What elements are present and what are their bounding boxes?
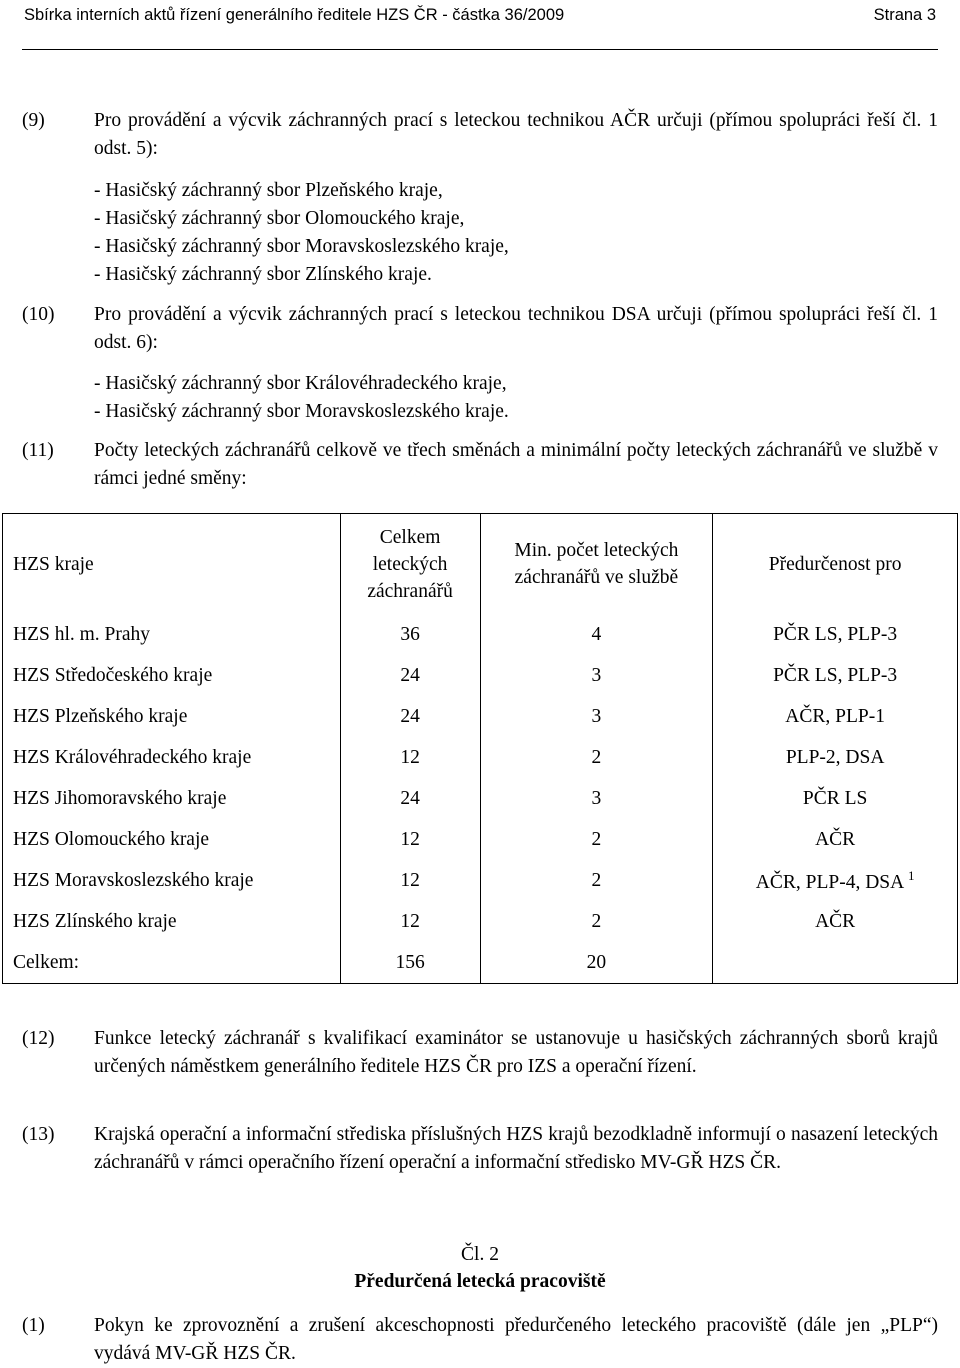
paragraph-10	[22, 301, 938, 357]
cell-min: 4	[480, 614, 713, 655]
list-item: - Hasičský záchranný sbor Zlínského kraje.	[94, 264, 432, 285]
article-number: Čl. 2	[461, 1244, 499, 1265]
cell-assignment: PČR LS, PLP-3	[713, 614, 958, 655]
table-row	[3, 737, 958, 778]
table-row	[3, 819, 958, 860]
cell-region: HZS Jihomoravského kraje	[3, 778, 341, 819]
paragraph-number: (11)	[22, 440, 54, 461]
cell-total: 24	[340, 696, 480, 737]
page-header	[0, 0, 960, 40]
cell-total: 24	[340, 655, 480, 696]
collection-title: Sbírka interních aktů řízení generálního ředitele HZS ČR - částka 36/2009	[24, 6, 565, 24]
cell-min: 3	[480, 778, 713, 819]
cell-assignment: PČR LS, PLP-3	[713, 655, 958, 696]
cell-assignment: PČR LS	[713, 778, 958, 819]
paragraph-text: Pro provádění a výcvik záchranných prací s leteckou technikou AČR určuji (přímou spolupráci řeší čl. 1 odst. 5):	[94, 110, 938, 159]
list-item: - Hasičský záchranný sbor Královéhradeckého kraje,	[94, 373, 507, 394]
paragraph-13	[22, 1121, 938, 1177]
paragraph-number: (9)	[22, 110, 45, 131]
paragraph-12	[22, 1025, 938, 1081]
table-row	[3, 696, 958, 737]
cell-region: HZS Moravskoslezského kraje	[3, 860, 341, 901]
header-cell: Min. počet leteckých záchranářů ve službě	[480, 514, 713, 615]
cell-min: 2	[480, 819, 713, 860]
cell-region: HZS hl. m. Prahy	[3, 614, 341, 655]
list-item: - Hasičský záchranný sbor Moravskoslezského kraje.	[94, 401, 509, 422]
cell-min: 2	[480, 901, 713, 942]
table-row	[3, 860, 958, 901]
cell-assignment: AČR	[713, 819, 958, 860]
cell-assignment: PLP-2, DSA	[713, 737, 958, 778]
footnote-mark: 1	[908, 867, 915, 883]
cell-assignment: AČR, PLP-1	[713, 696, 958, 737]
cell-total: 156	[340, 942, 480, 984]
article-title: Předurčená letecká pracoviště	[354, 1271, 606, 1292]
cell-total: 12	[340, 860, 480, 901]
header-cell: HZS kraje	[3, 514, 341, 615]
cell-min: 2	[480, 737, 713, 778]
paragraph-11	[22, 437, 938, 493]
table-row	[3, 614, 958, 655]
cell-min: 2	[480, 860, 713, 901]
paragraph-9	[22, 107, 938, 163]
list-p9	[94, 177, 509, 289]
list-item: - Hasičský záchranný sbor Olomouckého kraje,	[94, 208, 465, 229]
cell-region: HZS Zlínského kraje	[3, 901, 341, 942]
cell-min: 20	[480, 942, 713, 984]
cell-total: 12	[340, 819, 480, 860]
table-row	[3, 778, 958, 819]
rescuers-table	[2, 513, 958, 984]
cell-region: HZS Plzeňského kraje	[3, 696, 341, 737]
paragraph-number: (1)	[22, 1315, 45, 1336]
cell-total: 36	[340, 614, 480, 655]
cell-total: 12	[340, 737, 480, 778]
list-p10	[94, 370, 509, 426]
cell-assignment: AČR	[713, 901, 958, 942]
paragraph-1	[22, 1312, 938, 1368]
cell-min: 3	[480, 696, 713, 737]
cell-region: Celkem:	[3, 942, 341, 984]
paragraph-text: Pro provádění a výcvik záchranných prací s leteckou technikou DSA určuji (přímou spolupráci řeší čl. 1 odst. 6):	[94, 304, 938, 353]
cell-assignment	[713, 860, 958, 901]
cell-min: 3	[480, 655, 713, 696]
list-item: - Hasičský záchranný sbor Plzeňského kraje,	[94, 180, 443, 201]
header-rule	[22, 49, 938, 50]
assignment-text: AČR, PLP-4, DSA	[755, 871, 904, 893]
header-cell: Předurčenost pro	[713, 514, 958, 615]
paragraph-text: Počty leteckých záchranářů celkově ve třech směnách a minimální počty leteckých záchranářů ve službě v rámci jedné směny:	[94, 440, 938, 489]
list-item: - Hasičský záchranný sbor Moravskoslezského kraje,	[94, 236, 509, 257]
table-header-row	[3, 514, 958, 615]
paragraph-text: Funkce letecký záchranář s kvalifikací examinátor se ustanovuje u hasičských záchranných sborů krajů určených náměstkem generálního ředitele HZS ČR pro IZS a operační řízení.	[94, 1028, 938, 1077]
cell-total: 12	[340, 901, 480, 942]
paragraph-number: (12)	[22, 1028, 55, 1049]
table-row	[3, 655, 958, 696]
cell-region: HZS Středočeského kraje	[3, 655, 341, 696]
cell-region: HZS Olomouckého kraje	[3, 819, 341, 860]
paragraph-text: Pokyn ke zprovoznění a zrušení akceschopnosti předurčeného leteckého pracoviště (dále jen „PLP“) vydává MV-GŘ HZS ČR.	[94, 1315, 938, 1364]
paragraph-text: Krajská operační a informační střediska příslušných HZS krajů bezodkladně informují o nasazení leteckých záchranářů v rámci operačního řízení operační a informační středisko MV-GŘ HZS ČR.	[94, 1124, 938, 1173]
header-cell: Celkem leteckých záchranářů	[340, 514, 480, 615]
table-row	[3, 901, 958, 942]
cell-assignment	[713, 942, 958, 984]
cell-region: HZS Královéhradeckého kraje	[3, 737, 341, 778]
cell-total: 24	[340, 778, 480, 819]
paragraph-number: (10)	[22, 304, 55, 325]
page-number: Strana 3	[873, 6, 936, 24]
paragraph-number: (13)	[22, 1124, 55, 1145]
table-total-row	[3, 942, 958, 984]
